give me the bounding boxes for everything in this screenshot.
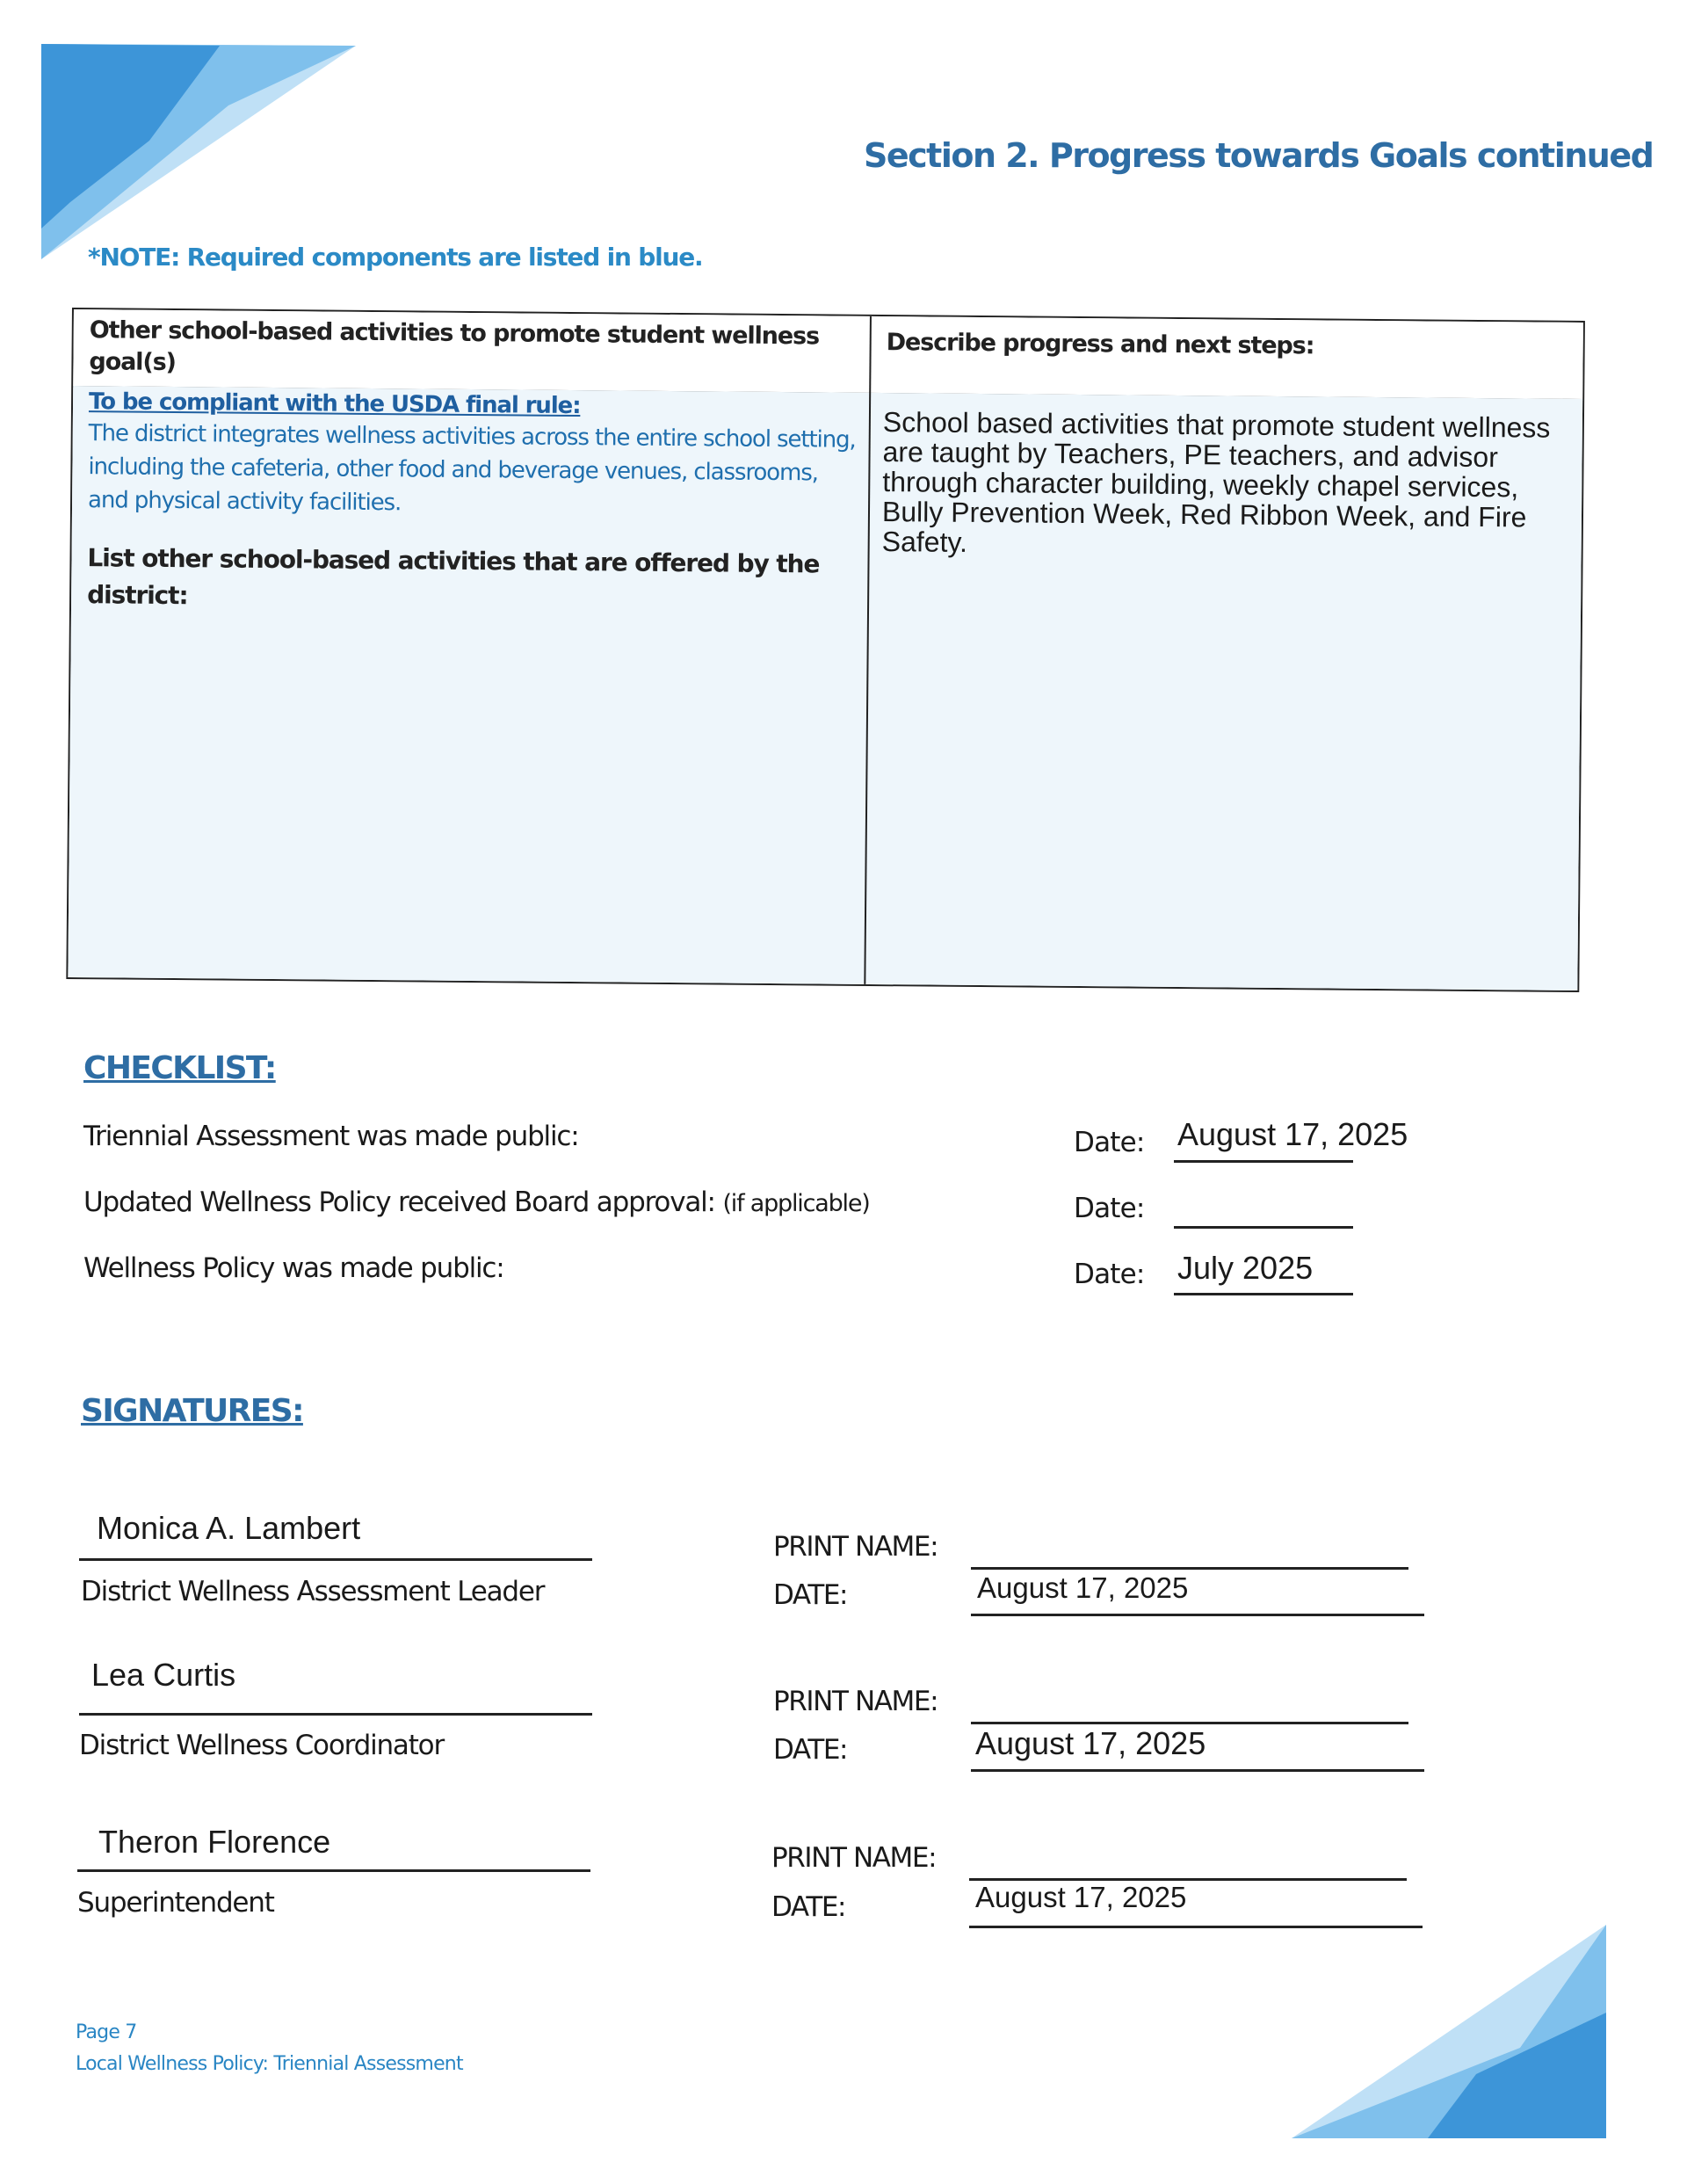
checklist-heading: CHECKLIST: [83, 1050, 276, 1086]
list-prompt: List other school-based activities that are offered by the district: [87, 543, 820, 611]
signature-line-3 [77, 1869, 590, 1872]
date-label-1: DATE: [773, 1579, 848, 1611]
corner-decoration-top-left [0, 0, 404, 281]
date-label-2: DATE: [773, 1734, 848, 1766]
requirement-text: The district integrates wellness activities across the entire school setting, including the cafeteria, other food and beverage venues, classrooms, and physical activity facilities. [87, 420, 856, 517]
checklist-date-line-3 [1174, 1293, 1353, 1295]
requirement-block [87, 388, 862, 620]
print-name-line-2[interactable] [971, 1722, 1408, 1724]
checklist-date-label-1: Date: [1074, 1127, 1145, 1158]
col2-header: Describe progress and next steps: [886, 329, 1314, 360]
signature-date-1[interactable]: August 17, 2025 [977, 1571, 1189, 1604]
print-name-label-1: PRINT NAME: [773, 1531, 938, 1563]
print-name-label-3: PRINT NAME: [771, 1842, 937, 1874]
checklist-date-3[interactable]: July 2025 [1177, 1250, 1314, 1286]
signature-2[interactable]: Lea Curtis [91, 1657, 236, 1693]
checklist-date-1[interactable]: August 17, 2025 [1177, 1116, 1408, 1152]
signature-line-1 [79, 1558, 592, 1561]
checklist-item-2-suffix: (if applicable) [722, 1190, 870, 1217]
footer-doc-title: Local Wellness Policy: Triennial Assessment [76, 2053, 463, 2075]
signature-date-2[interactable]: August 17, 2025 [975, 1725, 1206, 1761]
date-line-2 [971, 1769, 1424, 1772]
section-title: Section 2. Progress towards Goals continued [864, 136, 1654, 175]
checklist-date-label-2: Date: [1074, 1193, 1145, 1224]
checklist-item-3-label: Wellness Policy was made public: [83, 1252, 504, 1284]
date-line-1 [971, 1614, 1424, 1616]
signatures-heading: SIGNATURES: [81, 1393, 303, 1429]
signature-role-3: Superintendent [77, 1887, 274, 1919]
activities-table [66, 308, 1585, 992]
checklist-date-label-3: Date: [1074, 1259, 1145, 1290]
required-note: *NOTE: Required components are listed in blue. [88, 243, 703, 272]
signature-3[interactable]: Theron Florence [98, 1824, 331, 1860]
signature-role-1: District Wellness Assessment Leader [81, 1576, 545, 1607]
signature-role-2: District Wellness Coordinator [79, 1730, 444, 1761]
checklist-item-2-label [83, 1186, 870, 1218]
progress-response[interactable]: School based activities that promote student wellness are taught by Teachers, PE teachers, and advisor through character building, weekly chapel services, Bully Prevention Week, Red Ribbon Week, and Fire Safety. [881, 406, 1551, 558]
checklist-item-2-text: Updated Wellness Policy received Board approval: [83, 1186, 715, 1218]
corner-decoration-bottom-right [1265, 1898, 1634, 2162]
print-name-label-2: PRINT NAME: [773, 1686, 938, 1717]
date-line-3 [969, 1926, 1423, 1928]
checklist-date-line-2 [1174, 1226, 1353, 1229]
signature-1[interactable]: Monica A. Lambert [97, 1510, 361, 1546]
checklist-item-1-label: Triennial Assessment was made public: [83, 1121, 579, 1152]
footer-page-number: Page 7 [76, 2021, 137, 2043]
print-name-line-1[interactable] [971, 1567, 1408, 1570]
signature-line-2 [79, 1713, 592, 1716]
checklist-date-line-1 [1174, 1160, 1353, 1163]
date-label-3: DATE: [771, 1891, 846, 1923]
col1-header: Other school-based activities to promote student wellness goal(s) [89, 316, 820, 377]
signature-date-3[interactable]: August 17, 2025 [975, 1881, 1187, 1913]
requirement-title: To be compliant with the USDA final rule: [88, 388, 581, 420]
